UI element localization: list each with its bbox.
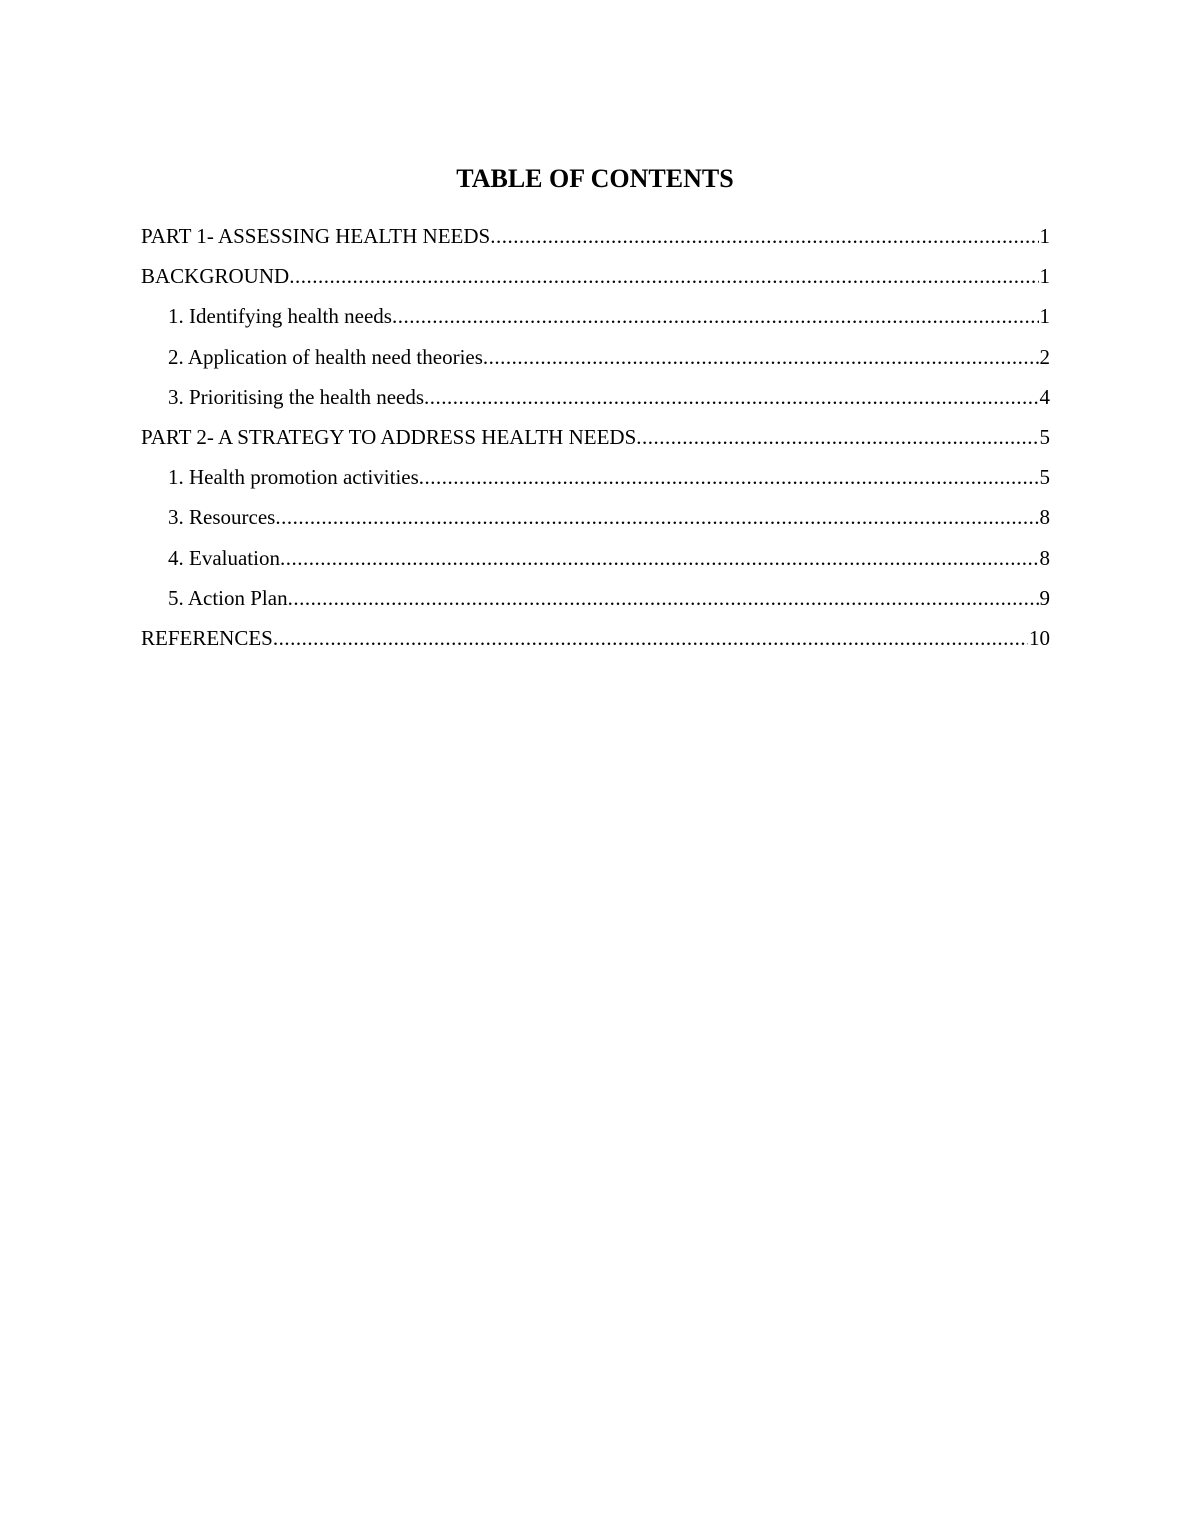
toc-entry-label: 1. Health promotion activities xyxy=(168,465,419,490)
toc-entry-label: REFERENCES xyxy=(141,625,273,650)
toc-entry-label: 5. Action Plan xyxy=(168,585,288,610)
toc-entry-label: PART 1- ASSESSING HEALTH NEEDS xyxy=(141,224,491,248)
toc-dot-leader xyxy=(289,260,1038,292)
toc-entry-action-plan[interactable] xyxy=(141,582,1050,622)
toc-entry-page: 1 xyxy=(1039,304,1050,329)
toc-entry-label: 1. Identifying health needs xyxy=(168,304,392,329)
toc-entry-prioritising-health-needs[interactable] xyxy=(141,381,1050,421)
toc-title: TABLE OF CONTENTS xyxy=(456,164,734,193)
toc-entry-page: 8 xyxy=(1039,545,1050,570)
toc-dot-leader xyxy=(424,381,1038,413)
toc-dot-leader xyxy=(288,582,1039,614)
toc-entry-health-promotion-activities[interactable] xyxy=(141,461,1050,501)
toc-dot-leader xyxy=(275,501,1038,533)
toc-entry-page: 5 xyxy=(1039,465,1050,490)
toc-dot-leader xyxy=(273,622,1028,654)
toc-entry-page: 2 xyxy=(1039,344,1050,369)
toc-entry-page: 1 xyxy=(1039,224,1050,248)
toc-entry-health-need-theories[interactable] xyxy=(141,341,1050,381)
toc-dot-leader xyxy=(419,461,1039,493)
toc-entry-resources[interactable] xyxy=(141,501,1050,541)
toc-entry-page: 8 xyxy=(1039,505,1050,530)
toc-entry-page: 10 xyxy=(1029,625,1050,650)
toc-entry-page: 9 xyxy=(1039,585,1050,610)
toc-entry-label: 3. Resources xyxy=(168,505,276,530)
toc-entry-label: PART 2- A STRATEGY TO ADDRESS HEALTH NEEDS xyxy=(141,424,637,449)
toc-entry-page: 4 xyxy=(1039,384,1050,409)
toc-entry-label: 2. Application of health need theories xyxy=(168,344,483,369)
toc-entry-part-2[interactable] xyxy=(141,421,1050,461)
toc-entry-label: 3. Prioritising the health needs xyxy=(168,384,425,409)
toc-dot-leader xyxy=(490,220,1038,252)
toc-entry-evaluation[interactable] xyxy=(141,542,1050,582)
toc-entry-part-1[interactable] xyxy=(141,220,1050,260)
toc-dot-leader xyxy=(392,300,1039,332)
toc-entry-label: BACKGROUND xyxy=(141,264,290,289)
toc-entry-label: 4. Evaluation xyxy=(168,545,280,570)
toc-entry-page: 5 xyxy=(1039,424,1050,449)
toc-entry-references[interactable] xyxy=(141,622,1050,662)
toc-dot-leader xyxy=(636,421,1038,453)
toc-entry-identifying-health-needs[interactable] xyxy=(141,300,1050,340)
toc-entry-page: 1 xyxy=(1039,264,1050,289)
toc-dot-leader xyxy=(280,542,1039,574)
toc-entry-background[interactable] xyxy=(141,260,1050,300)
toc-dot-leader xyxy=(483,341,1039,373)
toc-list xyxy=(141,220,1050,662)
